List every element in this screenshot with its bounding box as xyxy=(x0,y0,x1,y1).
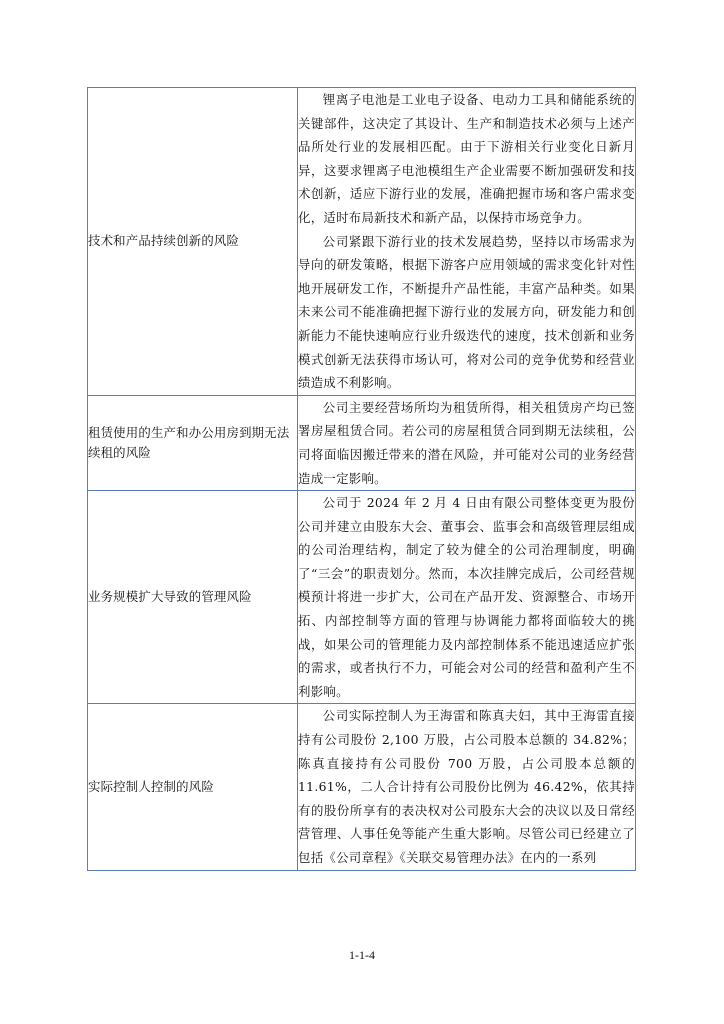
table-row xyxy=(88,395,636,490)
risk-description-paragraph: 锂离子电池是工业电子设备、电动力工具和储能系统的关键部件，这决定了其设计、生产和制造技术必须与上述产品所处行业的发展相匹配。由于下游相关行业变化日新月异，这要求锂离子电池模组生产企业需要不断加强研发和技术创新，适应下游行业的发展，准确把握市场和客户需求变化，适时布局新技术和新产品，以保持市场竞争力。 xyxy=(298,92,635,225)
risk-name-cell: 业务规模扩大导致的管理风险 xyxy=(88,491,298,704)
risk-description-paragraph: 公司于 2024 年 2 月 4 日由有限公司整体变更为股份公司并建立由股东大会、董事会、监事会和高级管理层组成的公司治理结构，制定了较为健全的公司治理制度，明确了“三会”的职责划分。然而，本次挂牌完成后，公司经营规模预计将进一步扩大，公司在产品开发、资源整合、市场开拓、内部控制等方面的管理与协调能力都将面临较大的挑战，如果公司的管理能力及内部控制体系不能迅速适应扩张的需求，或者执行不力，可能会对公司的经营和盈利产生不利影响。 xyxy=(298,495,635,699)
risk-description-cell xyxy=(298,88,636,396)
risk-description-cell xyxy=(298,491,636,704)
risk-name-cell: 技术和产品持续创新的风险 xyxy=(88,88,298,396)
risk-description-paragraph: 公司实际控制人为王海雷和陈真夫妇，其中王海雷直接持有公司股份 2,100 万股，占公司股本总额的 34.82%；陈真直接持有公司股份 700 万股，占公司股本总额的 11.61%，二人合计持有公司股份比例为 46.42%，依其持有的股份所享有的表决权对公司股东大会的决议以及日常经营管理、人事任免等能产生重大影响。尽管公司已经建立了包括《公司章程》《关联交易管理办法》在内的一系列 xyxy=(298,708,635,865)
risk-name-cell: 实际控制人控制的风险 xyxy=(88,704,298,870)
table-row xyxy=(88,704,636,870)
risk-description-cell xyxy=(298,704,636,870)
risk-factor-table xyxy=(87,87,636,871)
table-row xyxy=(88,88,636,396)
page-number: 1-1-4 xyxy=(349,948,375,962)
risk-description-cell xyxy=(298,395,636,490)
table-row xyxy=(88,491,636,704)
risk-description-paragraph: 公司主要经营场所均为租赁所得，相关租赁房产均已签署房屋租赁合同。若公司的房屋租赁合同到期无法续租，公司将面临因搬迁带来的潜在风险，并可能对公司的业务经营造成一定影响。 xyxy=(298,399,635,486)
risk-name-cell: 租赁使用的生产和办公用房到期无法续租的风险 xyxy=(88,395,298,490)
risk-description-paragraph: 公司紧跟下游行业的技术发展趋势，坚持以市场需求为导向的研发策略，根据下游客户应用领域的需求变化针对性地开展研发工作，不断提升产品性能，丰富产品种类。如果未来公司不能准确把握下游行业的发展方向，研发能力和创新能力不能快速响应行业升级迭代的速度，技术创新和业务模式创新无法获得市场认可，将对公司的竞争优势和经营业绩造成不利影响。 xyxy=(298,233,635,391)
